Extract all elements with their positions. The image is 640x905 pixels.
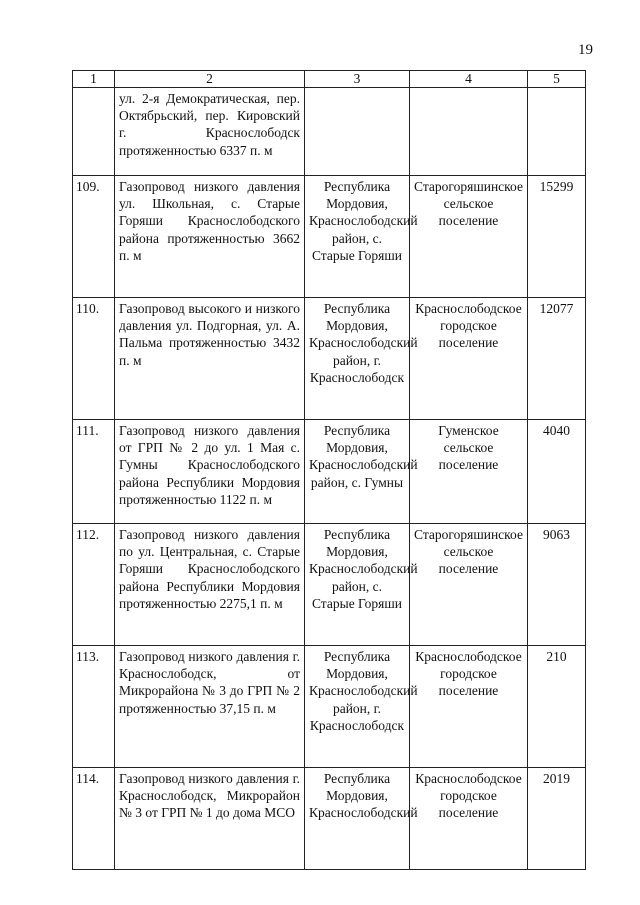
registry-table [72,70,586,870]
row-settlement [410,88,528,176]
row-value: 210 [528,646,586,768]
row-description: Газопровод низкого давления г. Краснослободск, от Микрорайона № 3 до ГРП № 2 протяженностью 37,15 п. м [115,646,305,768]
row-location: Республика Мордовия, Краснослободский район, г. Краснослободск [305,646,410,768]
row-location: Республика Мордовия, Краснослободский район, г. Краснослободск [305,298,410,420]
row-number: 109. [73,176,115,298]
header-col-5: 5 [528,71,586,88]
row-location [305,88,410,176]
row-value: 4040 [528,420,586,524]
row-settlement: Краснослободское городское поселение [410,768,528,870]
row-number: 111. [73,420,115,524]
table-row [73,768,586,870]
row-location: Республика Мордовия, Краснослободский район, с. Гумны [305,420,410,524]
row-number [73,88,115,176]
table-row [73,646,586,768]
row-number: 112. [73,524,115,646]
row-value [528,88,586,176]
row-settlement: Гуменское сельское поселение [410,420,528,524]
row-location: Республика Мордовия, Краснослободский [305,768,410,870]
header-col-3: 3 [305,71,410,88]
row-description: Газопровод низкого давления ул. Школьная, с. Старые Горяши Краснослободского района протяженностью 3662 п. м [115,176,305,298]
header-row [73,71,586,88]
header-col-1: 1 [73,71,115,88]
row-value: 15299 [528,176,586,298]
page-number: 19 [578,42,593,58]
row-number: 110. [73,298,115,420]
row-description: Газопровод низкого давления от ГРП № 2 до ул. 1 Мая с. Гумны Краснослободского района Республики Мордовия протяженностью 1122 п. м [115,420,305,524]
row-location: Республика Мордовия, Краснослободский район, с. Старые Горяши [305,176,410,298]
row-value: 12077 [528,298,586,420]
row-settlement: Краснослободское городское поселение [410,646,528,768]
row-settlement: Старогоряшинское сельское поселение [410,524,528,646]
table-row [73,420,586,524]
row-description: Газопровод высокого и низкого давления ул. Подгорная, ул. А. Пальма протяженностью 3432 п. м [115,298,305,420]
row-number: 113. [73,646,115,768]
table-row [73,88,586,176]
table-row [73,176,586,298]
row-location: Республика Мордовия, Краснослободский район, с. Старые Горяши [305,524,410,646]
header-col-2: 2 [115,71,305,88]
row-value: 9063 [528,524,586,646]
table-row [73,298,586,420]
row-settlement: Старогоряшинское сельское поселение [410,176,528,298]
row-settlement: Краснослободское городское поселение [410,298,528,420]
row-description: Газопровод низкого давления по ул. Центральная, с. Старые Горяши Краснослободского района Республики Мордовия протяженностью 2275,1 п. м [115,524,305,646]
row-description: ул. 2-я Демократическая, пер. Октябрьский, пер. Кировский г. Краснослободск протяженностью 6337 п. м [115,88,305,176]
header-col-4: 4 [410,71,528,88]
row-number: 114. [73,768,115,870]
row-description: Газопровод низкого давления г. Краснослободск, Микрорайон № 3 от ГРП № 1 до дома МСО [115,768,305,870]
table-row [73,524,586,646]
row-value: 2019 [528,768,586,870]
